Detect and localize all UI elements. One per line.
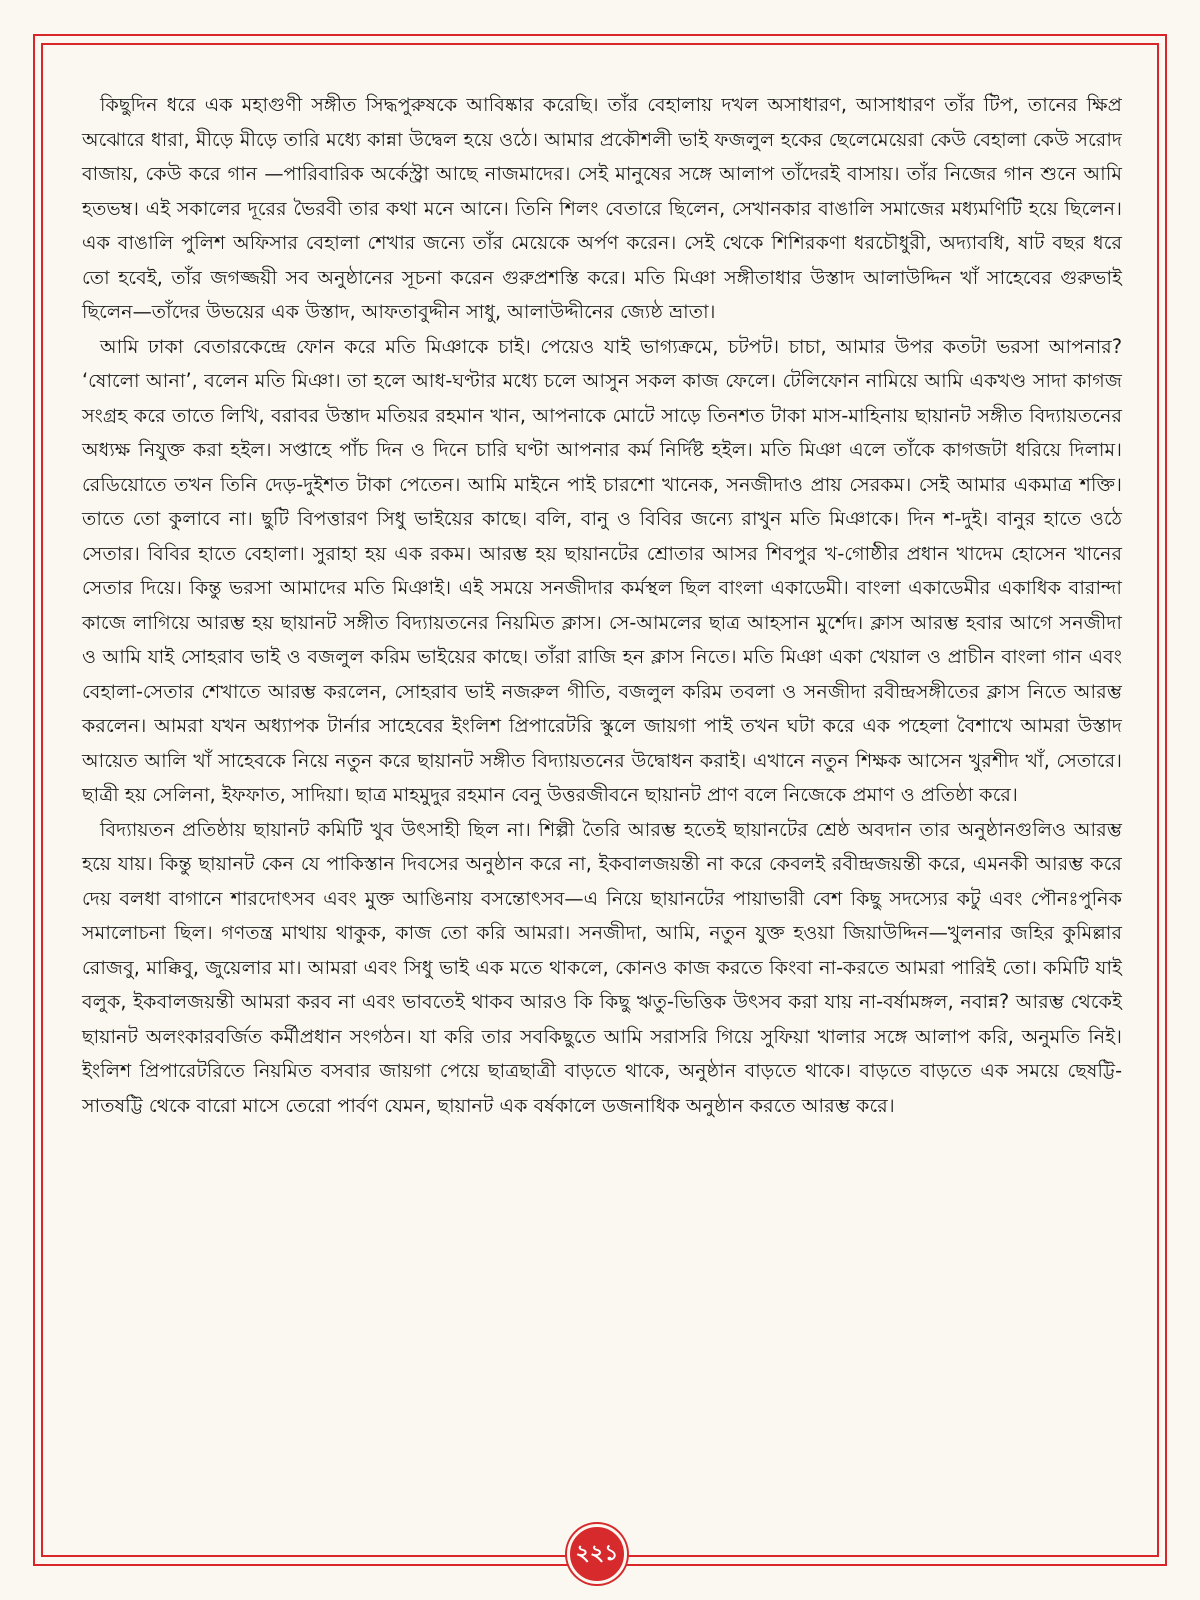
body-text	[82, 88, 1122, 1123]
page-number-badge	[567, 1524, 627, 1584]
page-number: ২২১	[575, 1540, 619, 1566]
paragraph-1: কিছুদিন ধরে এক মহাগুণী সঙ্গীত সিদ্ধপুরুষকে আবিষ্কার করেছি। তাঁর বেহালায় দখল অসাধারণ, আসাধারণ তাঁর টিপ, তানের ক্ষিপ্র অঝোরে ধারা, মীড়ে মীড়ে তারি মধ্যে কান্না উদ্বেল হয়ে ওঠে। আমার প্রকৌশলী ভাই ফজলুল হকের ছেলেমেয়েরা কেউ বেহালা কেউ সরোদ বাজায়, কেউ করে গান —পারিবারিক অর্কেস্ট্রা আছে নাজমাদের। সেই মানুষের সঙ্গে আলাপ তাঁদেরই বাসায়। তাঁর নিজের গান শুনে আমি হতভম্ব। এই সকালের দূরের ভৈরবী তার কথা মনে আনে। তিনি শিলং বেতারে ছিলেন, সেখানকার বাঙালি সমাজের মধ্যমণিটি হয়ে ছিলেন। এক বাঙালি পুলিশ অফিসার বেহালা শেখার জন্যে তাঁর মেয়েকে অর্পণ করেন। সেই থেকে শিশিরকণা ধরচৌধুরী, অদ্যাবধি, ষাট বছর ধরে তো হবেই, তাঁর জগজ্জয়ী সব অনুষ্ঠানের সূচনা করেন গুরুপ্রশস্তি করে। মতি মিঞা সঙ্গীতাধার উস্তাদ আলাউদ্দিন খাঁ সাহেবের গুরুভাই ছিলেন—তাঁদের উভয়ের এক উস্তাদ, আফতাবুদ্দীন সাধু, আলাউদ্দীনের জ্যেষ্ঠ ভ্রাতা।	[82, 93, 1122, 323]
paragraph-3: বিদ্যায়তন প্রতিষ্ঠায় ছায়ানট কমিটি খুব উৎসাহী ছিল না। শিল্পী তৈরি আরম্ভ হতেই ছায়ানটের শ্রেষ্ঠ অবদান তার অনুষ্ঠানগুলিও আরম্ভ হয়ে যায়। কিন্তু ছায়ানট কেন যে পাকিস্তান দিবসের অনুষ্ঠান করে না, ইকবালজয়ন্তী না করে কেবলই রবীন্দ্রজয়ন্তী করে, এমনকী আরম্ভ করে দেয় বলধা বাগানে শারদোৎসব এবং মুক্ত আঙিনায় বসন্তোৎসব—এ নিয়ে ছায়ানটের পায়াভারী বেশ কিছু সদস্যের কটু এবং পৌনঃপুনিক সমালোচনা ছিল। গণতন্ত্র মাথায় থাকুক, কাজ তো করি আমরা। সনজীদা, আমি, নতুন যুক্ত হওয়া জিয়াউদ্দিন—খুলনার জহির কুমিল্লার রোজবু, মাক্কিবু, জুয়েলার মা। আমরা এবং সিধু ভাই এক মতে থাকলে, কোনও কাজ করতে কিংবা না-করতে আমরা পারিই তো। কমিটি যাই বলুক, ইকবালজয়ন্তী আমরা করব না এবং ভাবতেই থাকব আরও কি কিছু ঋতু-ভিত্তিক উৎসব করা যায় না-বর্ষামঙ্গল, নবান্ন? আরম্ভ থেকেই ছায়ানট অলংকারবর্জিত কর্মীপ্রধান সংগঠন। যা করি তার সবকিছুতে আমি সরাসরি গিয়ে সুফিয়া খালার সঙ্গে আলাপ করি, অনুমতি নিই। ইংলিশ প্রিপারেটরিতে নিয়মিত বসবার জায়গা পেয়ে ছাত্রছাত্রী বাড়তে থাকে, অনুষ্ঠান বাড়তে থাকে। বাড়তে বাড়তে এক সময়ে ছেষট্টি-সাতষট্টি থেকে বারো মাসে তেরো পার্বণ যেমন, ছায়ানট এক বর্ষকালে ডজনাধিক অনুষ্ঠান করতে আরম্ভ করে।	[82, 817, 1122, 1117]
paragraph-2: আমি ঢাকা বেতারকেন্দ্রে ফোন করে মতি মিঞাকে চাই। পেয়েও যাই ভাগ্যক্রমে, চটপট। চাচা, আমার উপর কতটা ভরসা আপনার? ‘ষোলো আনা’, বলেন মতি মিঞা। তা হলে আধ-ঘণ্টার মধ্যে চলে আসুন সকল কাজ ফেলে। টেলিফোন নামিয়ে আমি একখণ্ড সাদা কাগজ সংগ্রহ করে তাতে লিখি, বরাবর উস্তাদ মতিয়র রহমান খান, আপনাকে মোটে সাড়ে তিনশত টাকা মাস-মাহিনায় ছায়ানট সঙ্গীত বিদ্যায়তনের অধ্যক্ষ নিযুক্ত করা হইল। সপ্তাহে পাঁচ দিন ও দিনে চারি ঘণ্টা আপনার কর্ম নির্দিষ্ট হইল। মতি মিঞা এলে তাঁকে কাগজটা ধরিয়ে দিলাম। রেডিয়োতে তখন তিনি দেড়-দুইশত টাকা পেতেন। আমি মাইনে পাই চারশো খানেক, সনজীদাও প্রায় সেরকম। সেই আমার একমাত্র শক্তি। তাতে তো কুলাবে না। ছুটি বিপত্তারণ সিধু ভাইয়ের কাছে। বলি, বানু ও বিবির জন্যে রাখুন মতি মিঞাকে। দিন শ-দুই। বানুর হাতে ওঠে সেতার। বিবির হাতে বেহালা। সুরাহা হয় এক রকম। আরম্ভ হয় ছায়ানটের শ্রোতার আসর শিবপুর খ-গোষ্ঠীর প্রধান খাদেম হোসেন খানের সেতার দিয়ে। কিন্তু ভরসা আমাদের মতি মিঞাই। এই সময়ে সনজীদার কর্মস্থল ছিল বাংলা একাডেমী। বাংলা একাডেমীর একাধিক বারান্দা কাজে লাগিয়ে আরম্ভ হয় ছায়ানট সঙ্গীত বিদ্যায়তনের নিয়মিত ক্লাস। সে-আমলের ছাত্র আহসান মুর্শেদ। ক্লাস আরম্ভ হবার আগে সনজীদা ও আমি যাই সোহরাব ভাই ও বজলুল করিম ভাইয়ের কাছে। তাঁরা রাজি হন ক্লাস নিতে। মতি মিঞা একা খেয়াল ও প্রাচীন বাংলা গান এবং বেহালা-সেতার শেখাতে আরম্ভ করলেন, সোহরাব ভাই নজরুল গীতি, বজলুল করিম তবলা ও সনজীদা রবীন্দ্রসঙ্গীতের ক্লাস নিতে আরম্ভ করলেন। আমরা যখন অধ্যাপক টার্নার সাহেবের ইংলিশ প্রিপারেটরি স্কুলে জায়গা পাই তখন ঘটা করে এক পহেলা বৈশাখে আমরা উস্তাদ আয়েত আলি খাঁ সাহেবকে নিয়ে নতুন করে ছায়ানট সঙ্গীত বিদ্যায়তনের উদ্বোধন করাই। এখানে নতুন শিক্ষক আসেন খুরশীদ খাঁ, সেতারে। ছাত্রী হয় সেলিনা, ইফফাত, সাদিয়া। ছাত্র মাহমুদুর রহমান বেনু উত্তরজীবনে ছায়ানট প্রাণ বলে নিজেকে প্রমাণ ও প্রতিষ্ঠা করে।	[82, 334, 1122, 806]
